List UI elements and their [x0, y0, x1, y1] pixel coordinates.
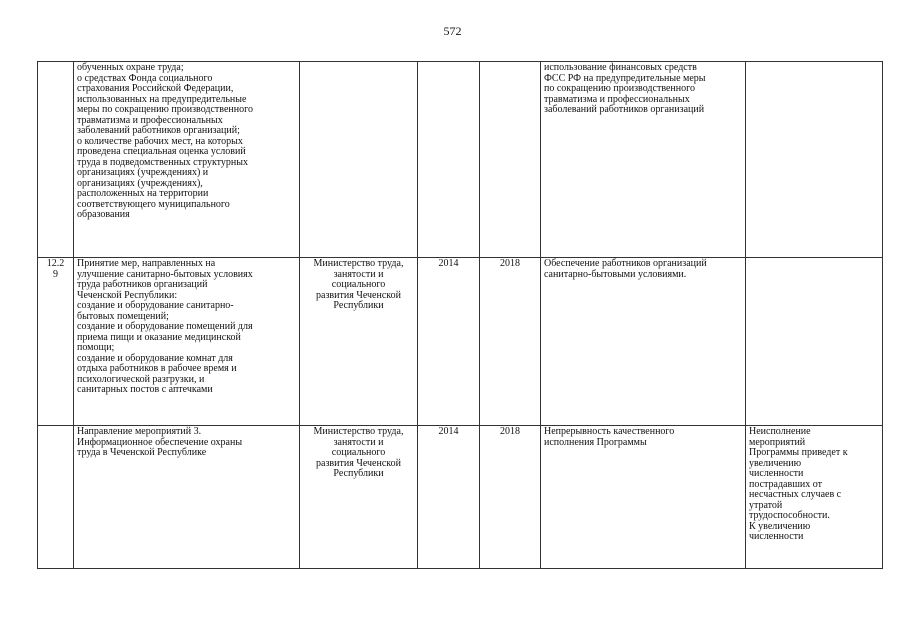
cell-text-line: травматизма и профессиональных	[77, 114, 223, 126]
cell-text-line: Чеченской Республики:	[77, 289, 178, 301]
cell-text-line: труда в Чеченской Республике	[77, 447, 207, 458]
cell-text-line: 9	[53, 268, 58, 280]
cell-text-line: психологической разгрузки, и	[77, 373, 205, 385]
cell-executor	[300, 426, 418, 569]
cell-end-year: 2018	[480, 426, 541, 569]
table-row	[38, 62, 883, 258]
cell-text-line: 12.2	[46, 258, 65, 269]
cell-text-line: занятости и	[333, 268, 384, 280]
cell-text-line: образования	[77, 209, 130, 220]
cell-text-line: расположенных на территории	[77, 188, 209, 199]
cell-text-line: меры по сокращению производственного	[77, 104, 253, 115]
cell-text-line: создание и оборудование помещений для	[77, 321, 253, 332]
cell-text-line: организациях (учреждениях) и	[77, 167, 209, 178]
cell-text-line: пострадавших от	[749, 478, 823, 490]
cell-text-line: травматизма и профессиональных	[544, 93, 690, 105]
cell-text-line: занятости и	[333, 436, 384, 448]
cell-text-line: трудоспособности.	[749, 510, 830, 521]
cell-text-line: мероприятий	[749, 436, 806, 448]
cell-text-line: создание и оборудование комнат для	[77, 352, 233, 364]
cell-consequences	[746, 426, 883, 569]
cell-text-line: Обеспечение работников организаций	[544, 258, 707, 269]
cell-text-line: Информационное обеспечение охраны	[77, 436, 243, 448]
cell-text-line: Неисполнение	[749, 426, 811, 437]
cell-text-line: санитарных постов с аптечками	[77, 384, 213, 395]
cell-text-line: заболеваний работников организаций	[544, 104, 705, 115]
cell-consequences	[746, 258, 883, 426]
cell-executor	[300, 258, 418, 426]
cell-result	[541, 258, 746, 426]
cell-start-year: 2014	[418, 426, 480, 569]
cell-text-line: увеличению	[749, 457, 802, 469]
cell-start-year: 2014	[418, 258, 480, 426]
cell-text-line: использованных на предупредительные	[77, 93, 247, 105]
cell-text-line: создание и оборудование санитарно-	[77, 300, 234, 311]
cell-executor	[300, 62, 418, 258]
cell-end-year	[480, 62, 541, 258]
program-table	[37, 61, 883, 569]
cell-result	[541, 426, 746, 569]
cell-text-line: труда работников организаций	[77, 279, 208, 290]
cell-text-line: о количестве рабочих мест, на которых	[77, 135, 243, 147]
cell-number	[38, 62, 74, 258]
cell-text-line: использование финансовых средств	[544, 62, 697, 73]
cell-text-line: по сокращению производственного	[544, 83, 695, 94]
cell-number	[38, 258, 74, 426]
cell-text-line: развития Чеченской	[316, 457, 401, 469]
cell-text-line: приема пищи и оказание медицинской	[77, 331, 241, 343]
cell-text-line: развития Чеченской	[316, 289, 401, 301]
cell-number	[38, 426, 74, 569]
cell-text-line: несчастных случаев с	[749, 489, 842, 500]
cell-text-line: социального	[331, 447, 386, 458]
cell-text-line: Направление мероприятий 3.	[77, 426, 202, 437]
cell-text-line: отдыха работников в рабочее время и	[77, 363, 237, 374]
cell-text-line: Республики	[333, 300, 384, 311]
table-row	[38, 426, 883, 569]
cell-consequences	[746, 62, 883, 258]
cell-text-line: Непрерывность качественного	[544, 426, 675, 437]
cell-text-line: К увеличению	[749, 520, 811, 532]
cell-text-line: труда в подведомственных структурных	[77, 156, 248, 168]
cell-text-line: Республики	[333, 468, 384, 479]
cell-text-line: о средствах Фонда социального	[77, 72, 213, 84]
cell-measure	[74, 62, 300, 258]
cell-text-line: численности	[749, 531, 804, 542]
cell-text-line: численности	[749, 468, 804, 479]
cell-text-line: страхования Российской Федерации,	[77, 83, 234, 94]
cell-text-line: Программы приведет к	[749, 447, 848, 458]
table-row	[38, 258, 883, 426]
cell-measure	[74, 258, 300, 426]
cell-start-year	[418, 62, 480, 258]
cell-text-line: бытовых помещений;	[77, 310, 169, 322]
cell-text-line: Министерство труда,	[313, 258, 404, 269]
cell-text-line: социального	[331, 279, 386, 290]
cell-end-year: 2018	[480, 258, 541, 426]
page-number: 572	[443, 24, 462, 38]
cell-text-line: санитарно-бытовыми условиями.	[544, 268, 687, 280]
cell-text-line: соответствующего муниципального	[77, 198, 230, 210]
cell-text-line: Принятие мер, направленных на	[77, 258, 216, 269]
cell-text-line: организациях (учреждениях),	[77, 177, 203, 189]
cell-text-line: обученных охране труда;	[77, 62, 184, 73]
cell-result	[541, 62, 746, 258]
cell-text-line: утратой	[749, 499, 783, 511]
cell-measure	[74, 426, 300, 569]
cell-text-line: Министерство труда,	[313, 426, 404, 437]
cell-text-line: проведена специальная оценка условий	[77, 146, 246, 157]
cell-text-line: помощи;	[77, 342, 115, 353]
cell-text-line: заболеваний работников организаций;	[77, 125, 240, 136]
cell-text-line: исполнения Программы	[544, 436, 647, 448]
cell-text-line: ФСС РФ на предупредительные меры	[544, 72, 706, 84]
cell-text-line: улучшение санитарно-бытовых условиях	[77, 268, 253, 280]
